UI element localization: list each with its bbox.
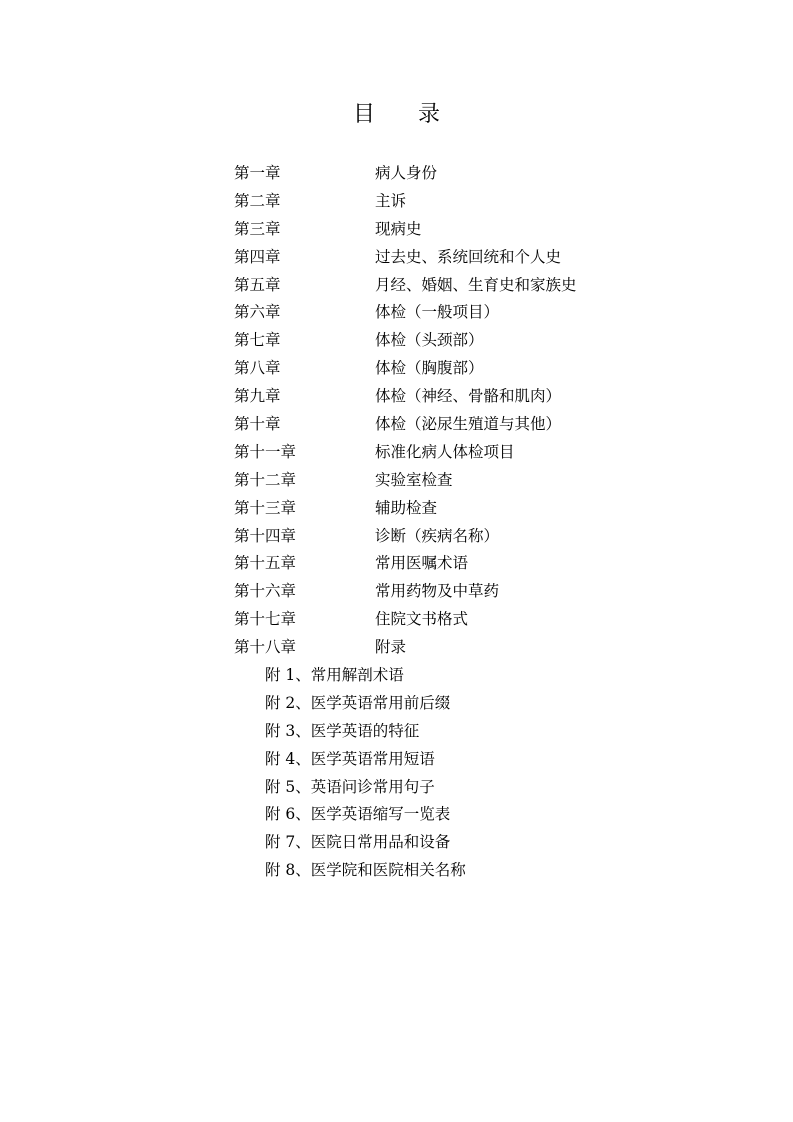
chapter-title: 现病史	[375, 219, 422, 238]
chapter-number: 第二章	[234, 191, 281, 210]
chapter-number: 第十八章	[234, 638, 297, 657]
chapter-number: 第五章	[234, 275, 281, 294]
chapter-number: 第九章	[234, 387, 281, 406]
chapter-number: 第十七章	[234, 610, 297, 629]
chapter-title: 常用药物及中草药	[375, 582, 500, 601]
toc-row-appendix-1: 附 1、常用解剖术语	[265, 666, 404, 685]
chapter-title: 标准化病人体检项目	[375, 442, 515, 461]
toc-row-chapter-11	[234, 439, 654, 467]
toc-row-chapter-16	[234, 578, 654, 606]
chapter-number: 第十五章	[234, 554, 297, 573]
chapter-title: 体检（神经、骨骼和肌肉）	[375, 387, 562, 406]
table-of-contents	[234, 160, 654, 885]
chapter-number: 第十三章	[234, 498, 297, 517]
toc-row-appendix-5: 附 5、英语问诊常用句子	[265, 777, 435, 796]
chapter-number: 第四章	[234, 247, 281, 266]
chapter-number: 第十四章	[234, 526, 297, 545]
toc-row-chapter-6	[234, 299, 654, 327]
chapter-title: 体检（泌尿生殖道与其他）	[375, 415, 562, 434]
chapter-number: 第七章	[234, 331, 281, 350]
toc-row-chapter-12	[234, 467, 654, 495]
toc-row-appendix-4: 附 4、医学英语常用短语	[265, 749, 435, 768]
chapter-title: 体检（胸腹部）	[375, 359, 484, 378]
toc-row-chapter-17	[234, 606, 654, 634]
toc-row-chapter-9	[234, 383, 654, 411]
toc-row-chapter-3	[234, 216, 654, 244]
toc-row-appendix-7: 附 7、医院日常用品和设备	[265, 833, 451, 852]
toc-row-appendix-2: 附 2、医学英语常用前后缀	[265, 693, 451, 712]
chapter-title: 诊断（疾病名称）	[375, 526, 500, 545]
chapter-title: 病人身份	[375, 164, 438, 182]
chapter-number: 第十一章	[234, 442, 297, 461]
chapter-number: 第六章	[234, 303, 281, 322]
chapter-title: 附录	[375, 638, 407, 657]
chapter-title: 体检（一般项目）	[375, 303, 500, 322]
chapter-number: 第十章	[234, 415, 281, 434]
toc-row-chapter-14	[234, 523, 654, 551]
toc-row-appendix-3: 附 3、医学英语的特征	[265, 721, 420, 740]
chapter-title: 常用医嘱术语	[375, 554, 469, 573]
page-title: 目 录	[353, 102, 458, 127]
toc-row-chapter-5	[234, 272, 654, 300]
chapter-number: 第八章	[234, 359, 281, 378]
toc-row-chapter-13	[234, 495, 654, 523]
toc-row-chapter-1	[234, 160, 654, 188]
toc-row-chapter-18	[234, 634, 654, 662]
chapter-title: 主诉	[375, 191, 407, 210]
chapter-number: 第十二章	[234, 470, 297, 489]
toc-row-chapter-15	[234, 550, 654, 578]
chapter-title: 体检（头颈部）	[375, 331, 484, 350]
toc-row-chapter-7	[234, 327, 654, 355]
toc-row-appendix-8: 附 8、医学院和医院相关名称	[265, 861, 466, 880]
chapter-title: 住院文书格式	[375, 610, 469, 629]
toc-row-chapter-4	[234, 244, 654, 272]
toc-row-chapter-10	[234, 411, 654, 439]
toc-row-chapter-2	[234, 188, 654, 216]
chapter-title: 实验室检查	[375, 470, 453, 489]
chapter-title: 过去史、系统回统和个人史	[375, 247, 562, 266]
chapter-number: 第十六章	[234, 582, 297, 601]
chapter-number: 第一章	[234, 164, 281, 182]
chapter-number: 第三章	[234, 219, 281, 238]
chapter-title: 月经、婚姻、生育史和家族史	[375, 275, 577, 294]
chapter-title: 辅助检查	[375, 498, 438, 517]
toc-row-appendix-6: 附 6、医学英语缩写一览表	[265, 805, 451, 824]
toc-row-chapter-8	[234, 355, 654, 383]
